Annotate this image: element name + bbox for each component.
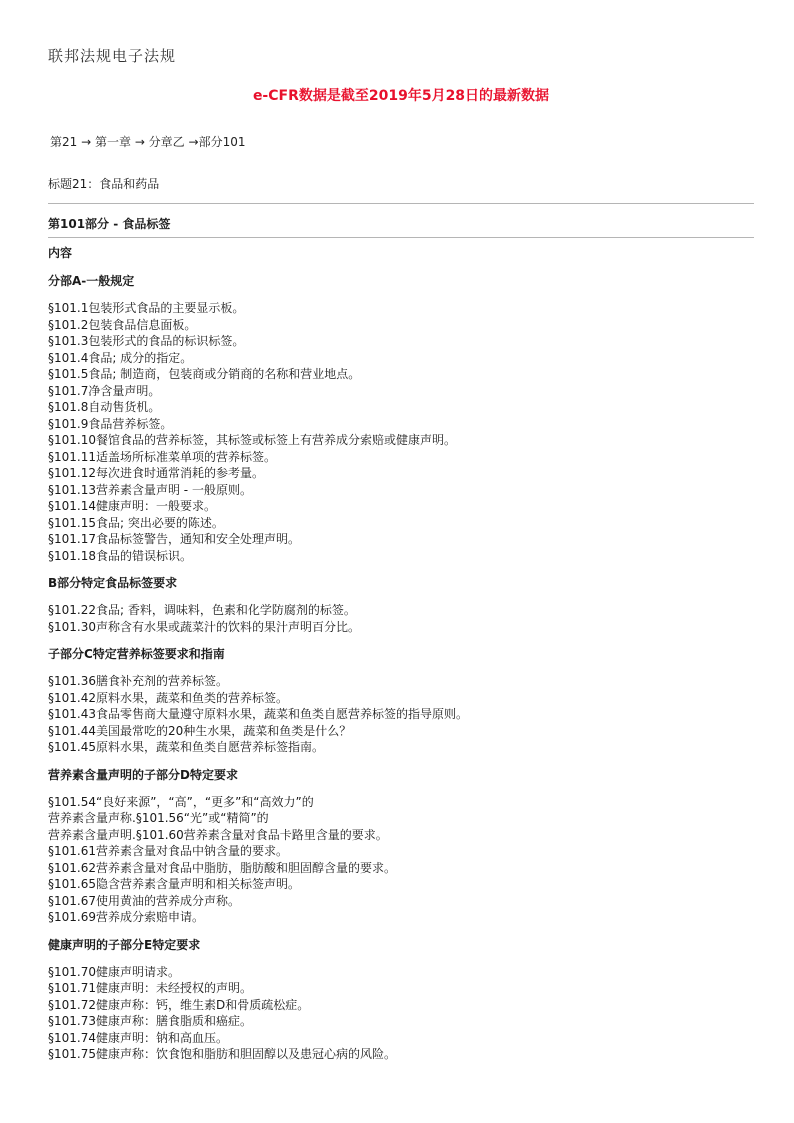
section-link[interactable]: §101.14健康声明：一般要求。: [48, 499, 216, 513]
section-link[interactable]: §101.67使用黄油的营养成分声称。: [48, 893, 240, 908]
section-link[interactable]: §101.73健康声称：膳食脂质和癌症。: [48, 1014, 252, 1028]
section-list: [48, 794, 754, 926]
section-list: [48, 964, 754, 1063]
section-link[interactable]: §101.8自动售货机。: [48, 400, 161, 414]
section-link[interactable]: §101.13营养素含量声明 - 一般原则。: [48, 482, 252, 497]
breadcrumb-part-101[interactable]: →部分101: [188, 135, 246, 149]
section-link[interactable]: §101.11适盖场所标准菜单项的营养标签。: [48, 449, 276, 464]
section-link[interactable]: §101.42原料水果，蔬菜和鱼类的营养标签。: [48, 690, 288, 705]
divider-top: [48, 203, 754, 204]
section-link[interactable]: §101.15食品; 突出必要的陈述。: [48, 515, 224, 530]
section-link[interactable]: §101.5食品; 制造商，包装商或分销商的名称和营业地点。: [48, 367, 361, 381]
breadcrumb-subchapter-b[interactable]: → 分章乙: [134, 135, 185, 149]
part-title: 第101部分 - 食品标签: [48, 217, 171, 231]
subpart-heading: 健康声明的子部分E特定要求: [48, 937, 201, 952]
title-heading: 标题21：食品和药品: [48, 177, 160, 191]
section-link[interactable]: §101.17食品标签警告，通知和安全处理声明。: [48, 532, 300, 546]
section-link[interactable]: §101.75健康声称：饮食饱和脂肪和胆固醇以及患冠心病的风险。: [48, 1047, 396, 1061]
site-title: 联邦法规电子法规: [48, 47, 177, 65]
section-link[interactable]: §101.12每次进食时通常消耗的参考量。: [48, 466, 264, 480]
section-link[interactable]: §101.61营养素含量对食品中钠含量的要求。: [48, 844, 288, 858]
section-link[interactable]: §101.70健康声明请求。: [48, 964, 180, 979]
subpart-heading: B部分特定食品标签要求: [48, 576, 178, 590]
breadcrumb: [50, 133, 245, 150]
section-link[interactable]: §101.7净含量声明。: [48, 383, 161, 398]
section-link[interactable]: §101.65隐含营养素含量声明和相关标签声明。: [48, 877, 300, 891]
section-list: [48, 673, 754, 756]
section-link[interactable]: §101.62营养素含量对食品中脂肪，脂肪酸和胆固醇含量的要求。: [48, 860, 396, 875]
section-link[interactable]: §101.10餐馆食品的营养标签，其标签或标签上有营养成分索赔或健康声明。: [48, 433, 456, 447]
subpart-heading: 营养素含量声明的子部分D特定要求: [48, 767, 238, 782]
section-link[interactable]: §101.3包装形式的食品的标识标签。: [48, 334, 245, 348]
section-link[interactable]: §101.43食品零售商大量遵守原料水果，蔬菜和鱼类自愿营养标签的指导原则。: [48, 707, 468, 721]
section-link[interactable]: §101.2包装食品信息面板。: [48, 317, 197, 332]
subpart-heading: 子部分C特定营养标签要求和指南: [48, 647, 225, 661]
subpart-heading: 分部A-一般规定: [48, 274, 135, 288]
section-link[interactable]: §101.30声称含有水果或蔬菜汁的饮料的果汁声明百分比。: [48, 619, 360, 634]
section-link[interactable]: §101.22食品; 香料，调味料，色素和化学防腐剂的标签。: [48, 603, 356, 617]
table-of-contents: [48, 244, 754, 1073]
section-link[interactable]: §101.54“良好来源”，“高”，“更多”和“高效力”的: [48, 794, 314, 809]
section-list: [48, 602, 754, 635]
contents-heading: 内容: [48, 246, 73, 260]
section-link[interactable]: §101.69营养成分索赔申请。: [48, 910, 204, 924]
section-link[interactable]: §101.4食品; 成分的指定。: [48, 350, 193, 365]
section-link[interactable]: §101.74健康声明：钠和高血压。: [48, 1030, 228, 1045]
section-link[interactable]: 营养素含量声明.§101.60营养素含量对食品卡路里含量的要求。: [48, 827, 388, 842]
section-link[interactable]: §101.45原料水果，蔬菜和鱼类自愿营养标签指南。: [48, 740, 324, 754]
section-link[interactable]: §101.71健康声明：未经授权的声明。: [48, 981, 252, 995]
section-link[interactable]: §101.9食品营养标签。: [48, 416, 173, 431]
divider-bottom: [48, 237, 754, 238]
breadcrumb-title-21[interactable]: 第21: [50, 135, 78, 149]
section-link[interactable]: §101.44美国最常吃的20种生水果，蔬菜和鱼类是什么？: [48, 723, 352, 738]
section-link[interactable]: 营养素含量声称.§101.56“光”或“精简”的: [48, 811, 269, 825]
breadcrumb-chapter-1[interactable]: → 第一章: [81, 135, 131, 149]
section-link[interactable]: §101.1包装形式食品的主要显示板。: [48, 301, 245, 315]
section-link[interactable]: §101.18食品的错误标识。: [48, 548, 192, 563]
section-list: [48, 300, 754, 564]
section-link[interactable]: §101.72健康声称：钙，维生素D和骨质疏松症。: [48, 997, 310, 1012]
section-link[interactable]: §101.36膳食补充剂的营养标签。: [48, 674, 228, 688]
data-currency-notice: e-CFR数据是截至2019年5月28日的最新数据: [252, 88, 550, 104]
